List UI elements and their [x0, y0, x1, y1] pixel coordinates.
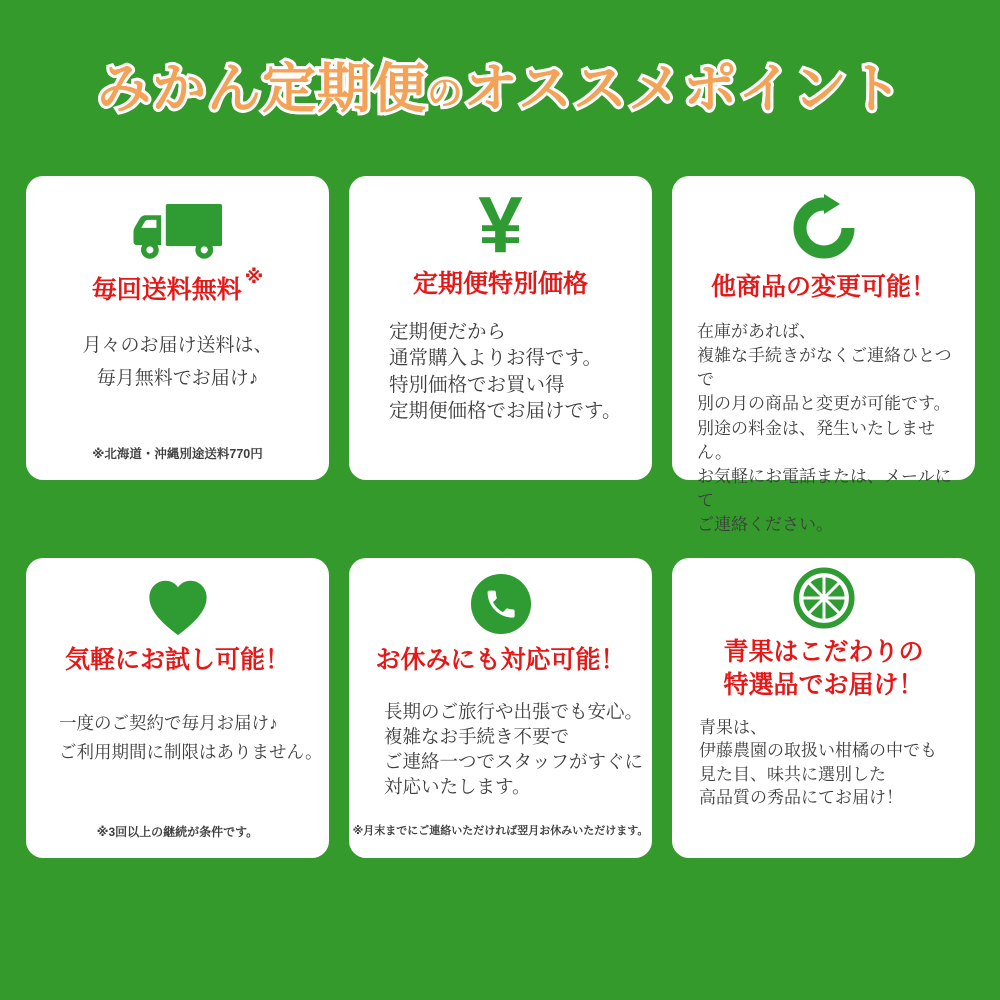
card-body-line: ご利用期間に制限はありません。 [59, 742, 323, 763]
card-body [672, 716, 975, 810]
card-body-line: ご連絡一つでスタッフがすぐに [384, 750, 644, 772]
card-body-line: 青果は、 [699, 718, 767, 737]
page-title-particle: の [426, 72, 464, 113]
card-body-line: 定期便価格でお届けです。 [389, 399, 622, 422]
refresh-icon [788, 192, 860, 264]
card-premium-produce [672, 558, 975, 858]
card-body-line: ご連絡ください。 [697, 515, 833, 534]
card-body-line: 別途の料金は、発生いたしません。 [697, 418, 935, 462]
card-icon-area [26, 202, 329, 264]
card-body-line: 複雑なお手続き不要で [384, 725, 570, 747]
card-body-line: 長期のご旅行や出張でも安心。 [384, 701, 644, 722]
card-title: 他商品の変更可能！ [710, 273, 936, 301]
citrus-icon [793, 567, 855, 629]
card-footnote: ※月末までにご連絡いただければ翌月お休みいただけます。 [352, 825, 649, 837]
card-icon-area [672, 192, 975, 264]
heart-icon [142, 575, 214, 638]
phone-icon [470, 573, 532, 635]
card-body-line: 別の月の商品と変更が可能です。 [697, 394, 951, 414]
card-body-line: 通常購入よりお得です。 [389, 347, 602, 370]
card-title: 気軽にお試し可能！ [64, 646, 290, 674]
card-body-line: 一度のご契約で毎月お届け♪ [59, 713, 278, 733]
card-body-line: 定期便だから [389, 321, 507, 343]
card-title-line: 特選品でお届け！ [723, 671, 924, 699]
yen-icon: ¥ [478, 180, 523, 269]
card-title-text: 毎回送料無料 [91, 276, 242, 304]
card-body [672, 320, 975, 537]
card-title [26, 267, 329, 307]
card-easy-trial [26, 558, 329, 858]
card-special-price [349, 176, 652, 480]
card-title-line: 青果はこだわりの [723, 638, 924, 666]
card-body-line: 特別価格でお買い得 [389, 373, 565, 396]
feature-cards-grid [26, 176, 975, 858]
card-body-line: 対応いたします。 [384, 775, 531, 797]
card-title: 定期便特別価格 [412, 270, 588, 298]
card-footnote: ※北海道・沖縄別途送料770円 [92, 447, 263, 461]
card-body [26, 329, 329, 396]
truck-icon [131, 203, 225, 263]
card-body-line: 伊藤農園の取扱い柑橘の中でも [699, 741, 937, 761]
card-body [26, 709, 329, 768]
card-footnote: ※3回以上の継続が条件です。 [96, 825, 259, 839]
page-title-main: みかん定期便 [96, 59, 427, 119]
page-title [0, 46, 1000, 123]
page-title-rest: オススメポイント [463, 59, 904, 119]
card-free-shipping [26, 176, 329, 480]
card-body-line: 見た目、味共に選別した [699, 764, 886, 784]
card-body-line: 高品質の秀品にてお届け！ [699, 788, 903, 808]
card-body-line: 毎月無料でお届け♪ [96, 368, 259, 390]
card-icon-area [349, 572, 652, 636]
title-note-mark: ※ [244, 267, 264, 288]
card-icon-area [349, 180, 652, 269]
card-body-line: お気軽にお電話または、メールにて [697, 466, 952, 510]
card-body-line: 月々のお届け送料は、 [82, 335, 273, 356]
card-product-change [672, 176, 975, 534]
card-body [349, 319, 652, 424]
card-body [349, 700, 652, 800]
card-pause-support [349, 558, 652, 858]
card-body-line: 在庫があれば、 [697, 322, 816, 341]
card-body-line: 複雑な手続きがなくご連絡ひとつで [697, 346, 952, 390]
card-icon-area [672, 567, 975, 629]
card-title [672, 636, 975, 702]
card-title: お休みにも対応可能！ [375, 646, 626, 674]
card-icon-area [26, 575, 329, 637]
